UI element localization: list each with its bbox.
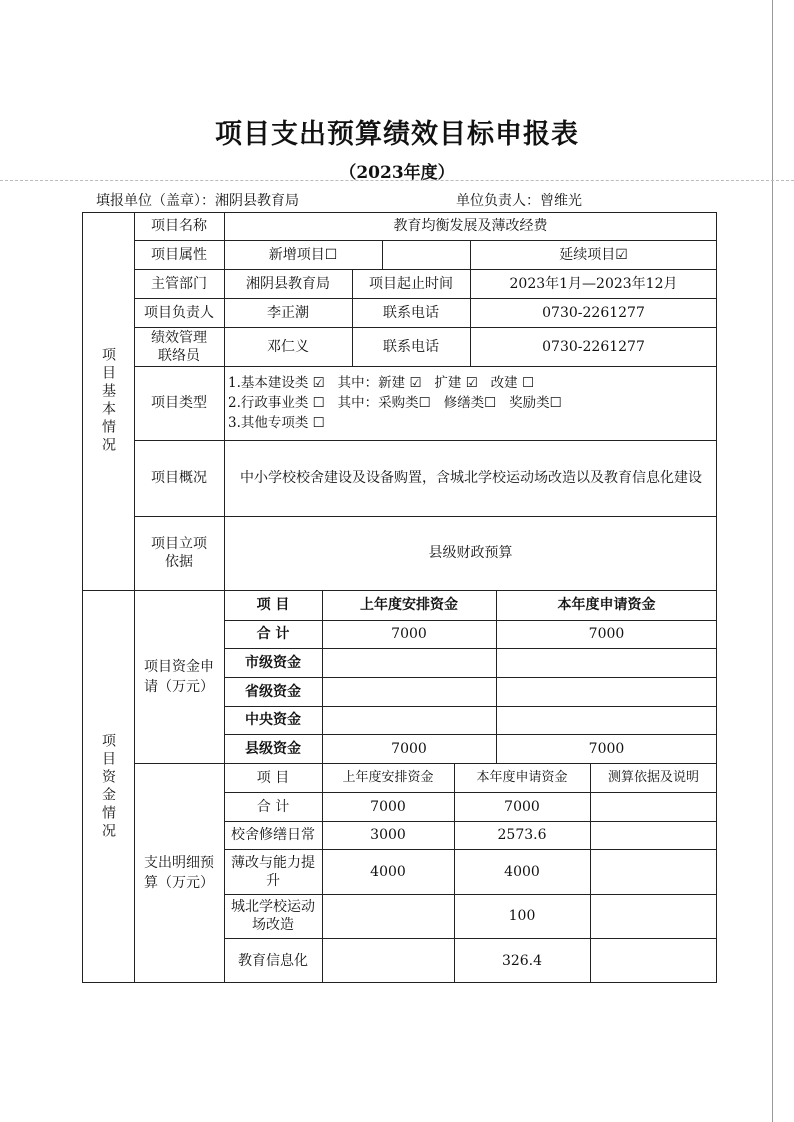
detail-label-text: 支出明细预算（万元） [144, 855, 214, 891]
detail-row-note [590, 792, 717, 821]
funding-section-label [82, 590, 134, 983]
detail-row-this: 4000 [504, 863, 540, 880]
overview-value: 中小学校校舍建设及设备购置，含城北学校运动场改造以及教育信息化建设 [240, 470, 702, 486]
dept-value: 湘阴县教育局 [246, 275, 330, 292]
apply-row-last: 7000 [391, 626, 427, 642]
detail-head-this: 本年度申请资金 [476, 769, 568, 785]
detail-head-note: 测算依据及说明 [607, 769, 699, 785]
unit-leader: 单位负责人：曾维光 [456, 193, 582, 209]
apply-row-name: 市级资金 [245, 654, 301, 671]
apply-head-this: 本年度申请资金 [557, 597, 656, 613]
apply-row-name: 县级资金 [245, 740, 301, 757]
apply-row-this [496, 648, 717, 677]
detail-row-name: 合 计 [256, 798, 290, 815]
attr-new-checkbox: 新增项目☐ [268, 246, 338, 263]
detail-row-last: 7000 [370, 798, 406, 815]
dept-label: 主管部门 [151, 275, 207, 292]
apply-label-text: 项目资金申请（万元） [144, 658, 214, 695]
type-line-1: 1.基本建设类 ☑ 其中：新建 ☑ 扩建 ☑ 改建 ☐ [228, 375, 535, 391]
basis-label [134, 516, 224, 590]
contact-phone-label: 联系电话 [383, 338, 439, 355]
filing-unit: 填报单位（盖章）：湘阴县教育局 [96, 193, 299, 209]
project-name-label: 项目名称 [151, 218, 207, 234]
detail-row-last [322, 894, 454, 938]
apply-row-this [496, 677, 717, 706]
contact-label-line2: 联络员 [158, 347, 200, 364]
overview-label: 项目概况 [151, 470, 207, 486]
detail-row-name: 教育信息化 [238, 952, 308, 969]
period-value: 2023年1月—2023年12月 [509, 275, 678, 292]
apply-row-this [496, 706, 717, 734]
type-line-3: 3.其他专项类 ☐ [228, 415, 325, 431]
detail-head-item: 项 目 [256, 769, 290, 786]
detail-row-name: 城北学校运动场改造 [231, 899, 315, 933]
owner-phone-value: 0730-2261277 [542, 304, 645, 321]
apply-row-name: 省级资金 [245, 683, 301, 700]
contact-value: 邓仁义 [267, 338, 309, 355]
project-attr-label: 项目属性 [151, 246, 207, 263]
detail-row-note [590, 894, 717, 938]
detail-row-this: 7000 [504, 798, 540, 815]
apply-row-last: 7000 [391, 740, 427, 757]
contact-phone-value: 0730-2261277 [542, 338, 645, 355]
page-year: （2023年度） [339, 163, 455, 183]
detail-row-name: 校舍修缮日常 [231, 827, 315, 843]
apply-row-last [322, 648, 496, 677]
apply-label [134, 590, 224, 763]
detail-row-note [590, 938, 717, 983]
period-label: 项目起止时间 [369, 275, 453, 292]
attr-continued-checkbox: 延续项目☑ [559, 246, 628, 263]
detail-head-last: 上年度安排资金 [342, 769, 434, 785]
apply-head-item: 项 目 [256, 597, 290, 613]
detail-row-last [322, 938, 454, 983]
detail-row-this: 2573.6 [497, 827, 547, 843]
apply-row-this: 7000 [588, 626, 625, 642]
apply-row-this: 7000 [588, 740, 625, 757]
project-name-value: 教育均衡发展及薄改经费 [393, 218, 548, 234]
apply-row-name: 中央资金 [245, 712, 301, 728]
detail-row-last: 3000 [370, 827, 406, 843]
basis-label-line1: 项目立项 [151, 536, 207, 552]
detail-label [134, 763, 224, 983]
contact-label-line1: 绩效管理 [151, 329, 207, 346]
page-title: 项目支出预算绩效目标申报表 [215, 119, 579, 150]
apply-row-last [322, 706, 496, 734]
type-options [226, 368, 716, 438]
basis-label-line2: 依据 [165, 554, 193, 570]
apply-row-last [322, 677, 496, 706]
type-label: 项目类型 [151, 395, 207, 411]
apply-row-name: 合 计 [256, 626, 290, 642]
detail-row-last: 4000 [370, 863, 406, 880]
detail-row-note [590, 849, 717, 894]
detail-row-name: 薄改与能力提升 [231, 854, 315, 889]
contact-label [134, 327, 224, 366]
apply-head-last: 上年度安排资金 [360, 597, 458, 613]
owner-value: 李正潮 [267, 304, 309, 321]
detail-row-this: 100 [508, 908, 536, 924]
type-line-2: 2.行政事业类 ☐ 其中：采购类☐ 修缮类☐ 奖励类☐ [228, 395, 562, 411]
detail-row-note [590, 821, 717, 849]
basic-section-text: 项目基本情况 [100, 347, 116, 455]
basic-section-label [82, 212, 134, 590]
owner-label: 项目负责人 [144, 304, 214, 321]
owner-phone-label: 联系电话 [383, 304, 439, 321]
detail-row-this: 326.4 [501, 952, 543, 969]
basis-value: 县级财政预算 [428, 545, 513, 561]
funding-section-text: 项目资金情况 [100, 732, 116, 841]
grid-line [382, 240, 383, 269]
